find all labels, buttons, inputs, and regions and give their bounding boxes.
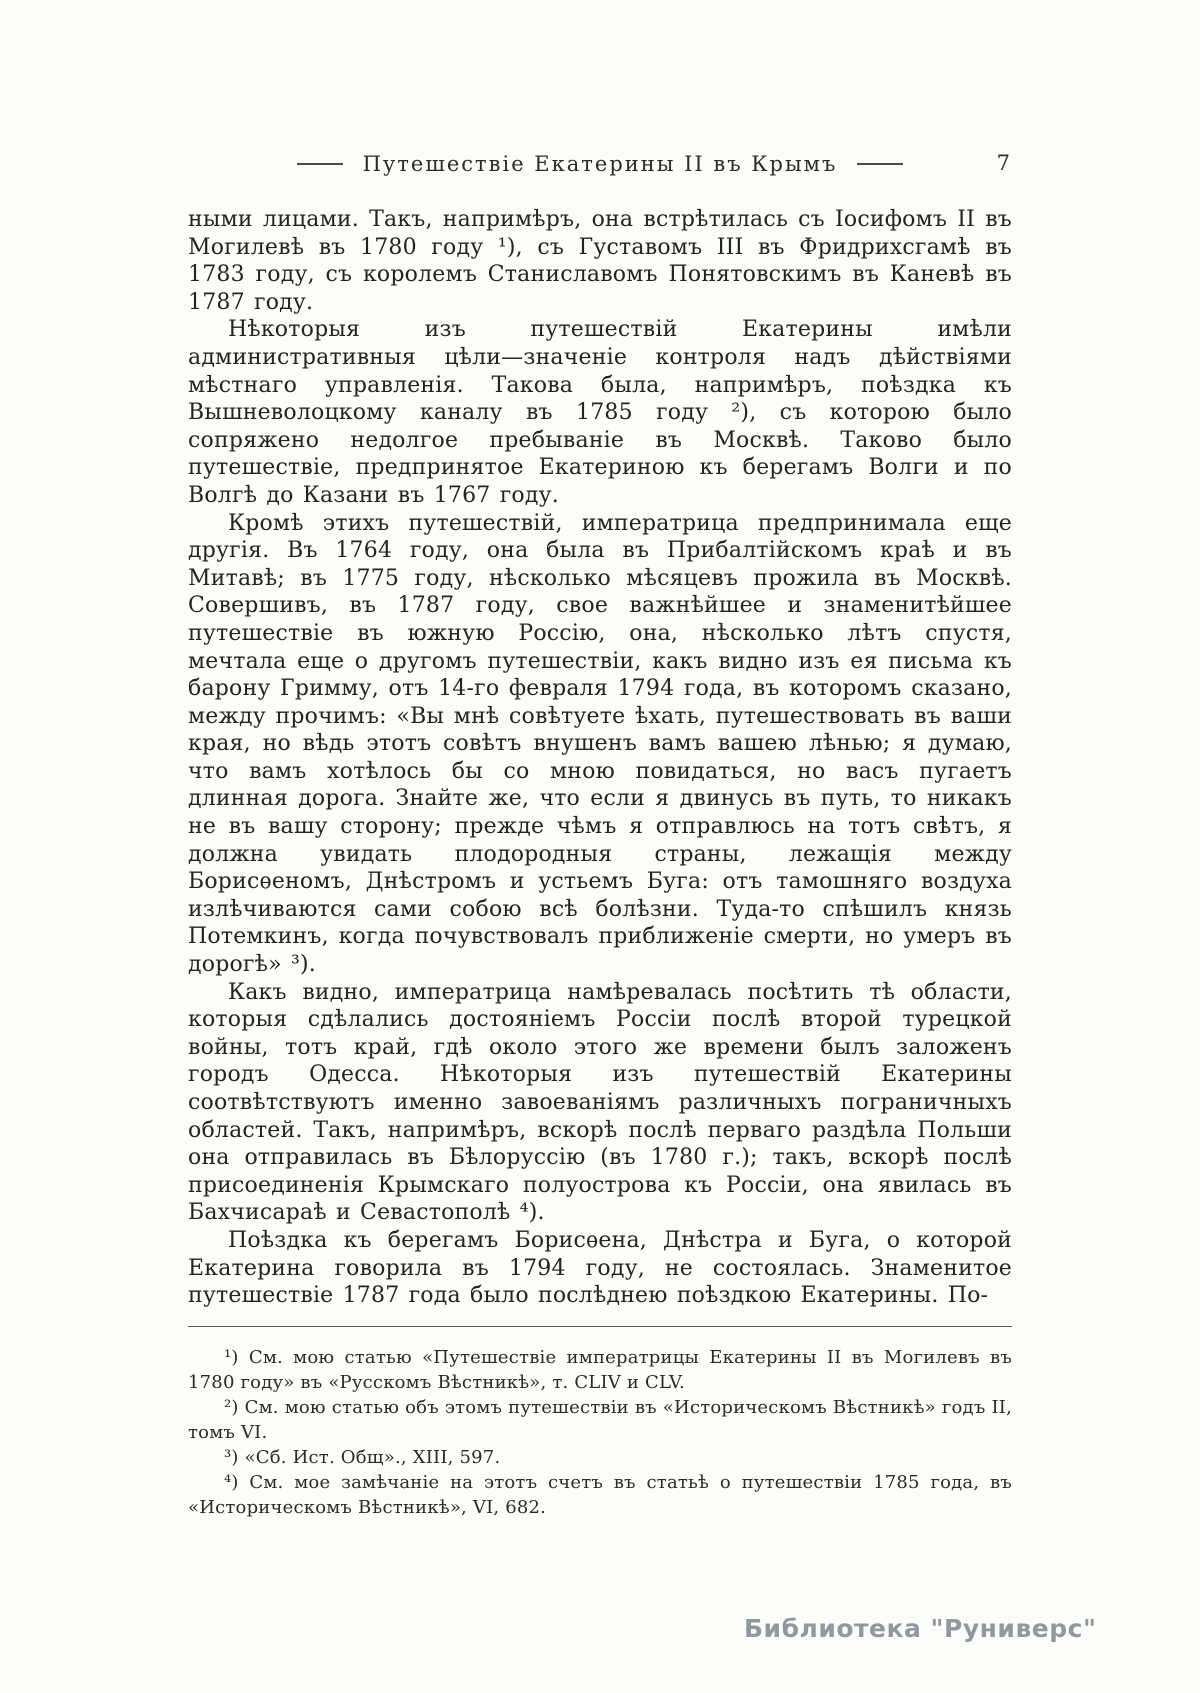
header-rule-left [297, 163, 343, 165]
running-title: Путешествіе Екатерины II въ Крымъ [362, 152, 838, 176]
header-rule-right [857, 163, 903, 165]
footnote: ⁴) См. мое замѣчаніе на этотъ счетъ въ статьѣ о путешествіи 1785 года, въ «Историческомъ Вѣстникѣ», VI, 682. [188, 1471, 1012, 1518]
footnote: ³) «Сб. Ист. Общ»., XIII, 597. [224, 1446, 501, 1468]
library-watermark: Библиотека "Руниверс" [744, 1614, 1097, 1643]
page-body [188, 206, 1012, 1310]
footnote-divider [188, 1326, 1012, 1327]
text-column [188, 148, 1012, 1520]
footnotes [188, 1345, 1012, 1520]
page-header [188, 148, 1012, 180]
paragraph: Кромѣ этихъ путешествій, императрица предпринимала еще другія. Въ 1764 году, она была въ Прибалтійскомъ краѣ и въ Митавѣ; въ 1775 году, нѣсколько мѣсяцевъ прожила въ Москвѣ. Совершивъ, въ 1787 году, свое важнѣйшее и знаменитѣйшее путешествіе въ южную Россію, она, нѣсколько лѣтъ спустя, мечтала еще о другомъ путешествіи, какъ видно изъ ея письма къ барону Гримму, отъ 14-го февраля 1794 года, въ которомъ сказано, между прочимъ: «Вы мнѣ совѣтуете ѣхать, путешествовать въ ваши края, но вѣдь этотъ совѣтъ внушенъ вамъ вашею лѣнью; я думаю, что вамъ хотѣлось бы со мною повидаться, но васъ пугаетъ длинная дорога. Знайте же, что если я двинусь въ путь, то никакъ не въ вашу сторону; прежде чѣмъ я отправлюсь на тотъ свѣтъ, я должна увидать плодородныя страны, лежащія между Борисѳеномъ, Днѣстромъ и устьемъ Буга: отъ тамошняго воздуха излѣчиваются сами собою всѣ болѣзни. Туда-то спѣшилъ князь Потемкинъ, когда почувствовалъ приближеніе смерти, но умеръ въ дорогѣ» ³). [188, 510, 1012, 978]
page-number: 7 [996, 151, 1010, 175]
paragraph: Поѣздка къ берегамъ Борисѳена, Днѣстра и Буга, о которой Екатерина говорила въ 1794 году, не состоялась. Знаменитое путешествіе 1787 года было послѣднею поѣздкою Екатерины. По- [188, 1227, 1012, 1309]
paragraph: Какъ видно, императрица намѣревалась посѣтить тѣ области, которыя сдѣлались достояніемъ Россіи послѣ второй турецкой войны, тотъ край, гдѣ около этого же времени былъ заложенъ городъ Одесса. Нѣкоторыя изъ путешествій Екатерины соотвѣтствуютъ именно завоеваніямъ различныхъ пограничныхъ областей. Такъ, напримѣръ, вскорѣ послѣ перваго раздѣла Польши она отправилась въ Бѣлоруссію (въ 1780 г.); такъ, вскорѣ послѣ присоединенія Крымскаго полуострова къ Россіи, она явилась въ Бахчисараѣ и Севастополѣ ⁴). [188, 979, 1012, 1226]
paragraph: ными лицами. Такъ, напримѣръ, она встрѣтилась съ Іосифомъ II въ Могилевѣ въ 1780 году ¹), съ Густавомъ III въ Фридрихсгамѣ въ 1783 году, съ королемъ Станиславомъ Понятовскимъ въ Каневѣ въ 1787 году. [188, 207, 1012, 315]
footnote: ²) См. мою статью объ этомъ путешествіи въ «Историческомъ Вѣстникѣ» годъ II, томъ VI. [188, 1396, 1012, 1443]
paragraph: Нѣкоторыя изъ путешествій Екатерины имѣли административныя цѣли—значеніе контроля надъ дѣйствіями мѣстнаго управленія. Такова была, напримѣръ, поѣздка къ Вышневолоцкому каналу въ 1785 году ²), съ которою было сопряжено недолгое пребываніе въ Москвѣ. Таково было путешествіе, предпринятое Екатериною къ берегамъ Волги и по Волгѣ до Казани въ 1767 году. [188, 317, 1012, 508]
footnote: ¹) См. мою статью «Путешествіе императрицы Екатерины II въ Могилевъ въ 1780 году» въ «Русскомъ Вѣстникѣ», т. CLIV и CLV. [188, 1346, 1012, 1393]
